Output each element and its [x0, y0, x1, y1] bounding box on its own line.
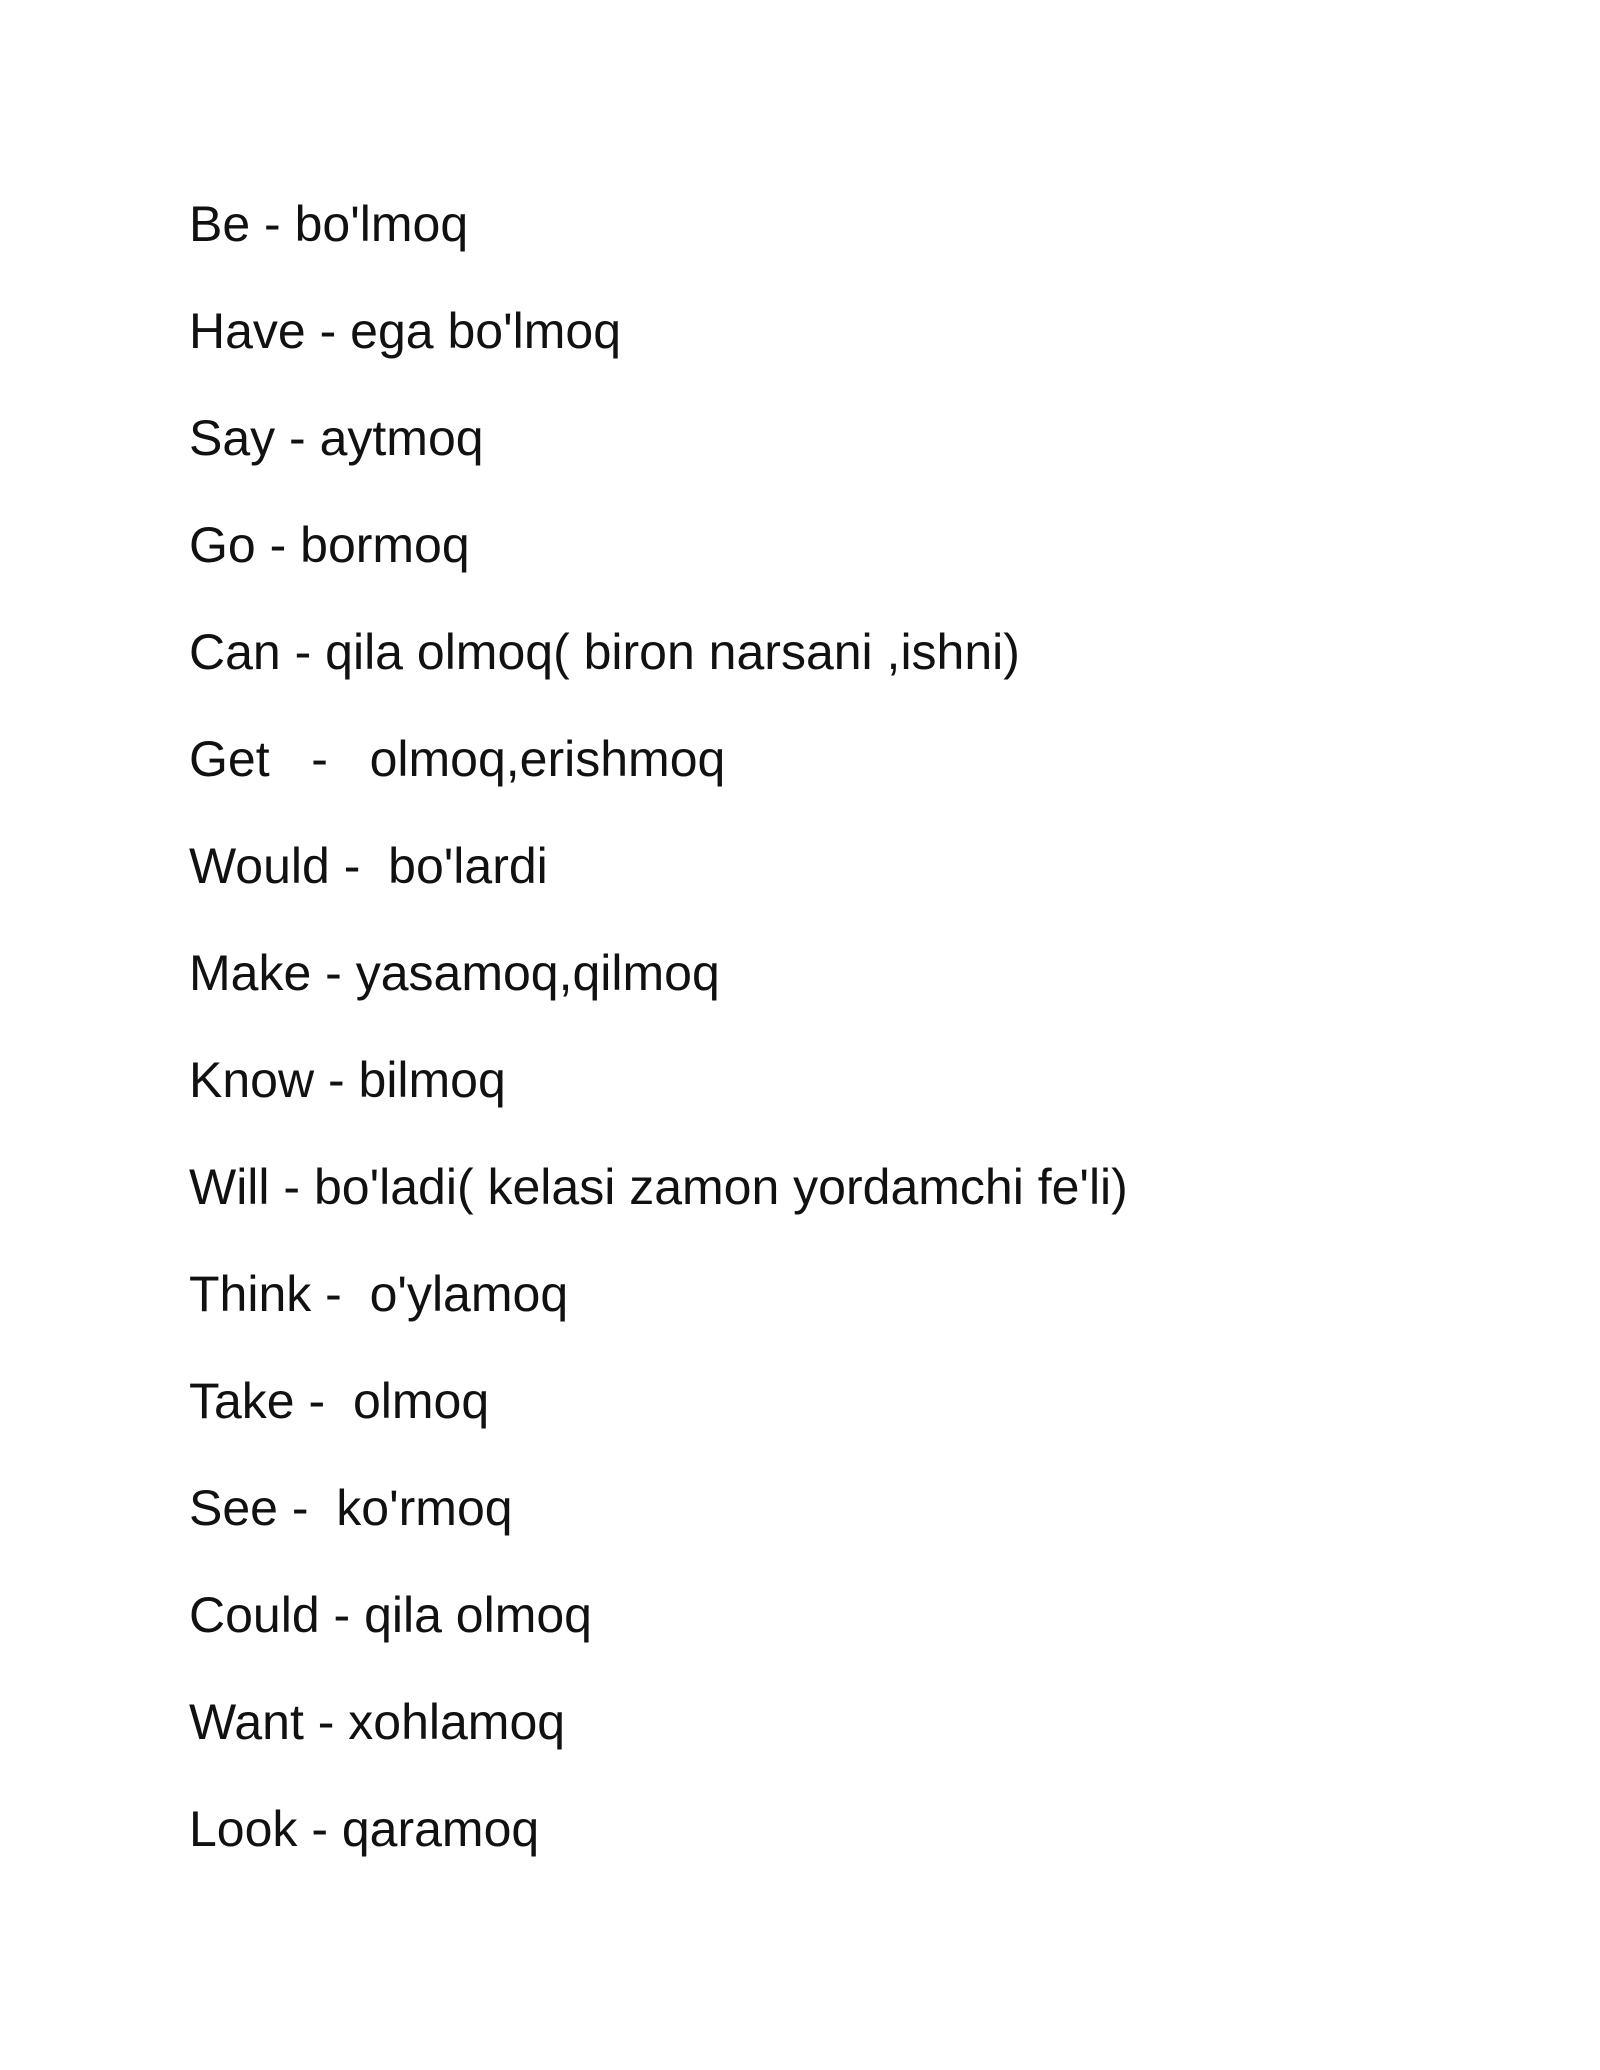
vocabulary-list — [189, 185, 1489, 1897]
vocabulary-line: Go - bormoq — [189, 517, 470, 573]
vocabulary-line: Could - qila olmoq — [189, 1587, 592, 1643]
vocabulary-line: Think - o'ylamoq — [189, 1266, 569, 1322]
vocabulary-line: Know - bilmoq — [189, 1052, 506, 1108]
vocabulary-line: Can - qila olmoq( biron narsani ,ishni) — [189, 624, 1020, 680]
vocabulary-line: Have - ega bo'lmoq — [189, 303, 622, 359]
vocabulary-line: Say - aytmoq — [189, 410, 484, 466]
vocabulary-line: See - ko'rmoq — [189, 1480, 513, 1536]
vocabulary-line: Would - bo'lardi — [189, 838, 548, 894]
vocabulary-line: Will - bo'ladi( kelasi zamon yordamchi fe'li) — [189, 1159, 1128, 1215]
vocabulary-line: Make - yasamoq,qilmoq — [189, 945, 720, 1001]
vocabulary-line: Get - olmoq,erishmoq — [189, 731, 726, 787]
vocabulary-line: Look - qaramoq — [189, 1801, 540, 1857]
vocabulary-line: Take - olmoq — [189, 1373, 490, 1429]
vocabulary-line: Be - bo'lmoq — [189, 196, 469, 252]
vocabulary-line: Want - xohlamoq — [189, 1694, 566, 1750]
